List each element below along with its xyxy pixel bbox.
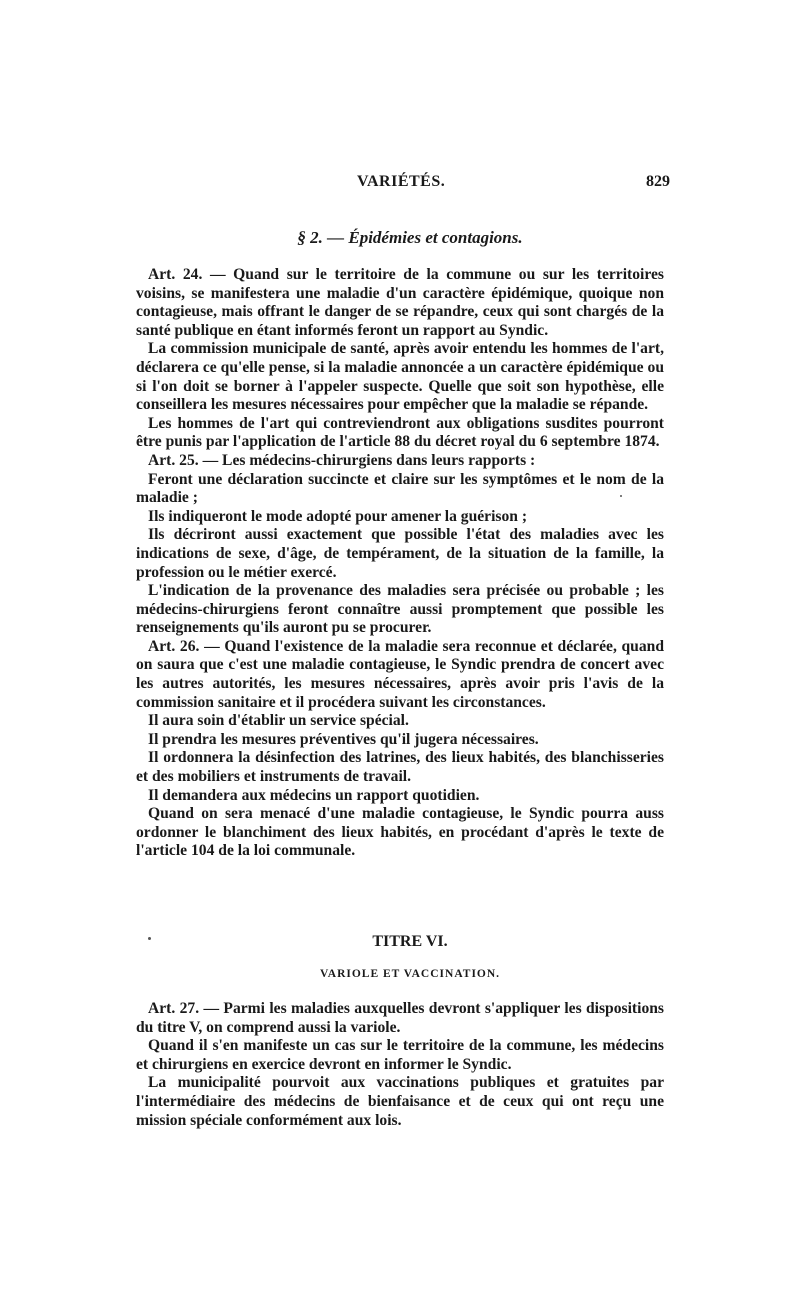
- paragraph: Il aura soin d'établir un service spécial.: [148, 712, 409, 730]
- print-speck: [148, 937, 151, 940]
- paragraph: Art. 27. — Parmi les maladies auxquelles devront s'appliquer les dispositions du titre V, on comprend aussi la variole.: [136, 1000, 664, 1036]
- title-heading: TITRE VI.: [372, 933, 448, 950]
- paragraph: La commission municipale de santé, après avoir entendu les hommes de l'art, déclarera ce qu'elle pense, si la maladie annoncée a un caractère épidémique ou si l'on doit se borner à l'appeler suspecte. Quelle que soit son hypothèse, elle conseillera les mesures nécessaires pour empêcher que la maladie se répande.: [136, 340, 664, 414]
- page-number: 829: [646, 173, 670, 190]
- paragraph: Art. 26. — Quand l'existence de la maladie sera reconnue et déclarée, quand on saura que c'est une maladie contagieuse, le Syndic prendra de concert avec les autres autorités, les mesures nécessaires, après avoir pris l'avis de la commission sanitaire et il procédera suivant les circonstances.: [136, 637, 664, 711]
- paragraph: Ils décriront aussi exactement que possible l'état des maladies avec les indications de sexe, d'âge, de tempérament, de la situation de la famille, la profession ou le métier exercé.: [136, 526, 664, 581]
- paragraph: Il demandera aux médecins un rapport quotidien.: [148, 786, 480, 804]
- page-header: [150, 173, 670, 199]
- paragraph: La municipalité pourvoit aux vaccinations publiques et gratuites par l'intermédiaire des médecins de bienfaisance et de ceux qui ont reçu une mission spéciale conformément aux lois.: [136, 1074, 664, 1129]
- paragraph: Quand il s'en manifeste un cas sur le territoire de la commune, les médecins et chirurgiens en exercice devront en informer le Syndic.: [136, 1037, 664, 1073]
- paragraph: Quand on sera menacé d'une maladie contagieuse, le Syndic pourra auss ordonner le blanchiment des lieux habités, en procédant d'après le texte de l'article 104 de la loi communale.: [136, 805, 664, 860]
- paragraph: Art. 25. — Les médecins-chirurgiens dans leurs rapports :: [148, 451, 536, 469]
- paragraph: L'indication de la provenance des maladies sera précisée ou probable ; les médecins-chirurgiens feront connaître aussi promptement que possible les renseignements qu'ils auront pu se procurer.: [136, 582, 664, 637]
- paragraph: Ils indiqueront le mode adopté pour amener la guérison ;: [148, 507, 528, 525]
- section-body-epidemics: [136, 266, 664, 861]
- paragraph: Il prendra les mesures préventives qu'il jugera nécessaires.: [148, 730, 539, 748]
- section-body-smallpox: [136, 1000, 664, 1130]
- running-title: VARIÉTÉS.: [357, 173, 446, 190]
- paragraph: Il ordonnera la désinfection des latrines, des lieux habités, des blanchisseries et des mobiliers et instruments de travail.: [136, 749, 664, 786]
- paragraph: Feront une déclaration succincte et claire sur les symptômes et le nom de la maladie ;: [136, 470, 664, 507]
- paragraph: Les hommes de l'art qui contreviendront aux obligations susdites pourront être punis par l'application de l'article 88 du décret royal du 6 septembre 1874.: [136, 414, 664, 451]
- subtitle-heading: VARIOLE ET VACCINATION.: [319, 968, 501, 980]
- print-speck: [620, 495, 622, 497]
- paragraph: Art. 24. — Quand sur le territoire de la commune ou sur les territoires voisins, se manifestera une maladie d'un caractère épidémique, quoique non contagieuse, mais offrant le danger de se répandre, ceux qui sont chargés de la santé publique en étant informés feront un rapport au Syndic.: [136, 266, 664, 339]
- section-heading: § 2. — Épidémies et contagions.: [297, 228, 523, 247]
